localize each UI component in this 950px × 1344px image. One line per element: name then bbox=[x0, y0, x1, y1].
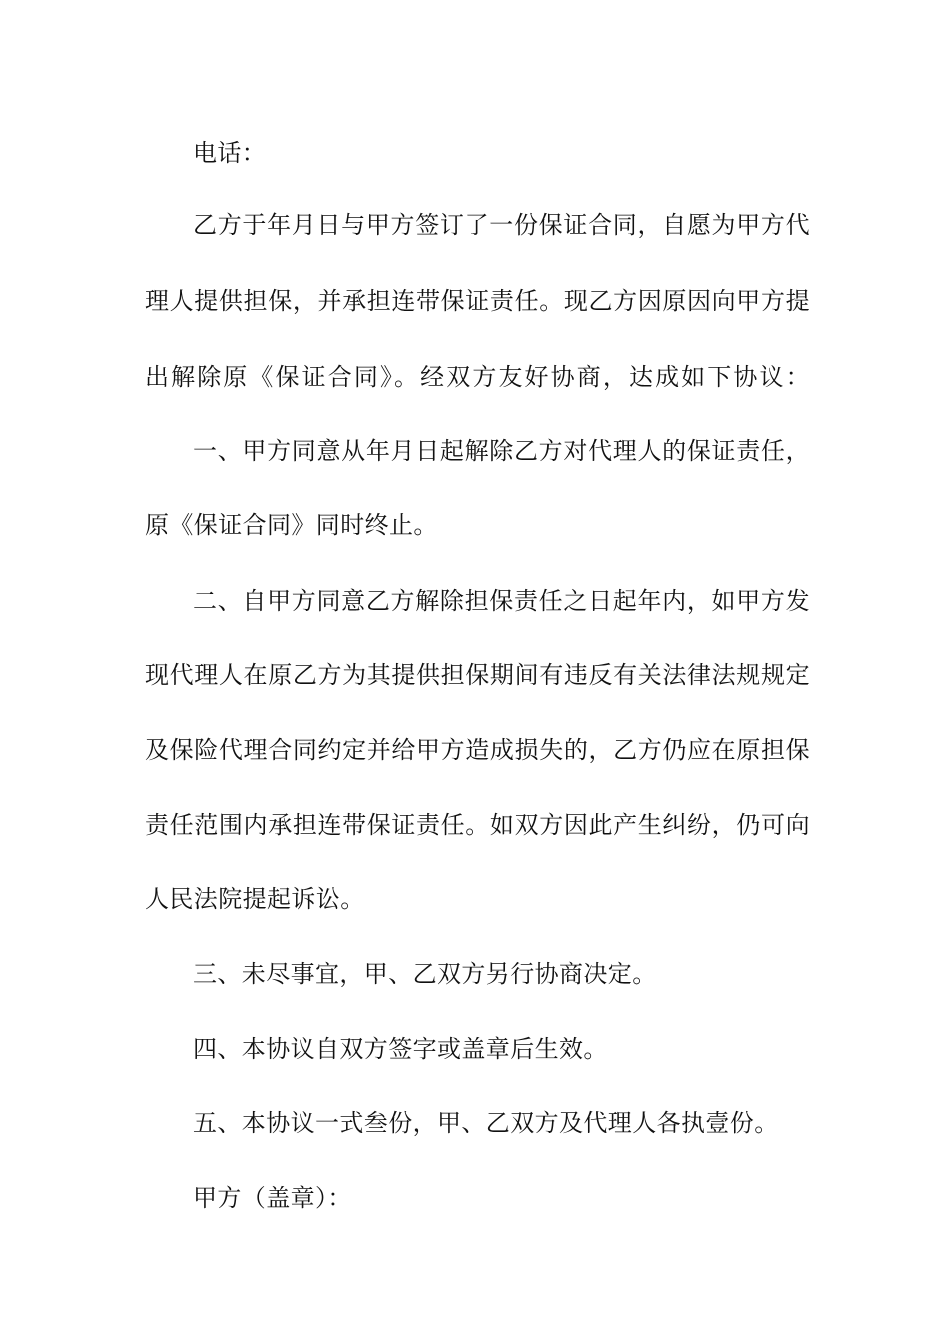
paragraph-line: 原《保证合同》同时终止。 bbox=[145, 511, 438, 539]
paragraph-line: 五、本协议一式叁份，甲、乙双方及代理人各执壹份。 bbox=[193, 1109, 779, 1137]
signature-label: 甲方（盖章）： bbox=[193, 1184, 352, 1212]
paragraph-line: 出解除原《保证合同》。经双方友好协商，达成如下协议： bbox=[145, 363, 810, 391]
paragraph-line: 责任范围内承担连带保证责任。如双方因此产生纠纷，仍可向 bbox=[145, 811, 810, 839]
phone-label: 电话： bbox=[193, 139, 267, 167]
paragraph-line: 一、甲方同意从年月日起解除乙方对代理人的保证责任， bbox=[193, 437, 810, 465]
paragraph-line: 理人提供担保，并承担连带保证责任。现乙方因原因向甲方提 bbox=[145, 287, 810, 315]
paragraph-line: 三、未尽事宜，甲、乙双方另行协商决定。 bbox=[193, 960, 657, 988]
paragraph-line: 乙方于年月日与甲方签订了一份保证合同，自愿为甲方代 bbox=[193, 211, 810, 239]
paragraph-line: 人民法院提起诉讼。 bbox=[145, 885, 365, 913]
paragraph-line: 及保险代理合同约定并给甲方造成损失的，乙方仍应在原担保 bbox=[145, 736, 810, 764]
paragraph-line: 二、自甲方同意乙方解除担保责任之日起年内，如甲方发 bbox=[193, 587, 810, 615]
paragraph-line: 现代理人在原乙方为其提供担保期间有违反有关法律法规规定 bbox=[145, 661, 810, 689]
paragraph-line: 四、本协议自双方签字或盖章后生效。 bbox=[193, 1035, 608, 1063]
